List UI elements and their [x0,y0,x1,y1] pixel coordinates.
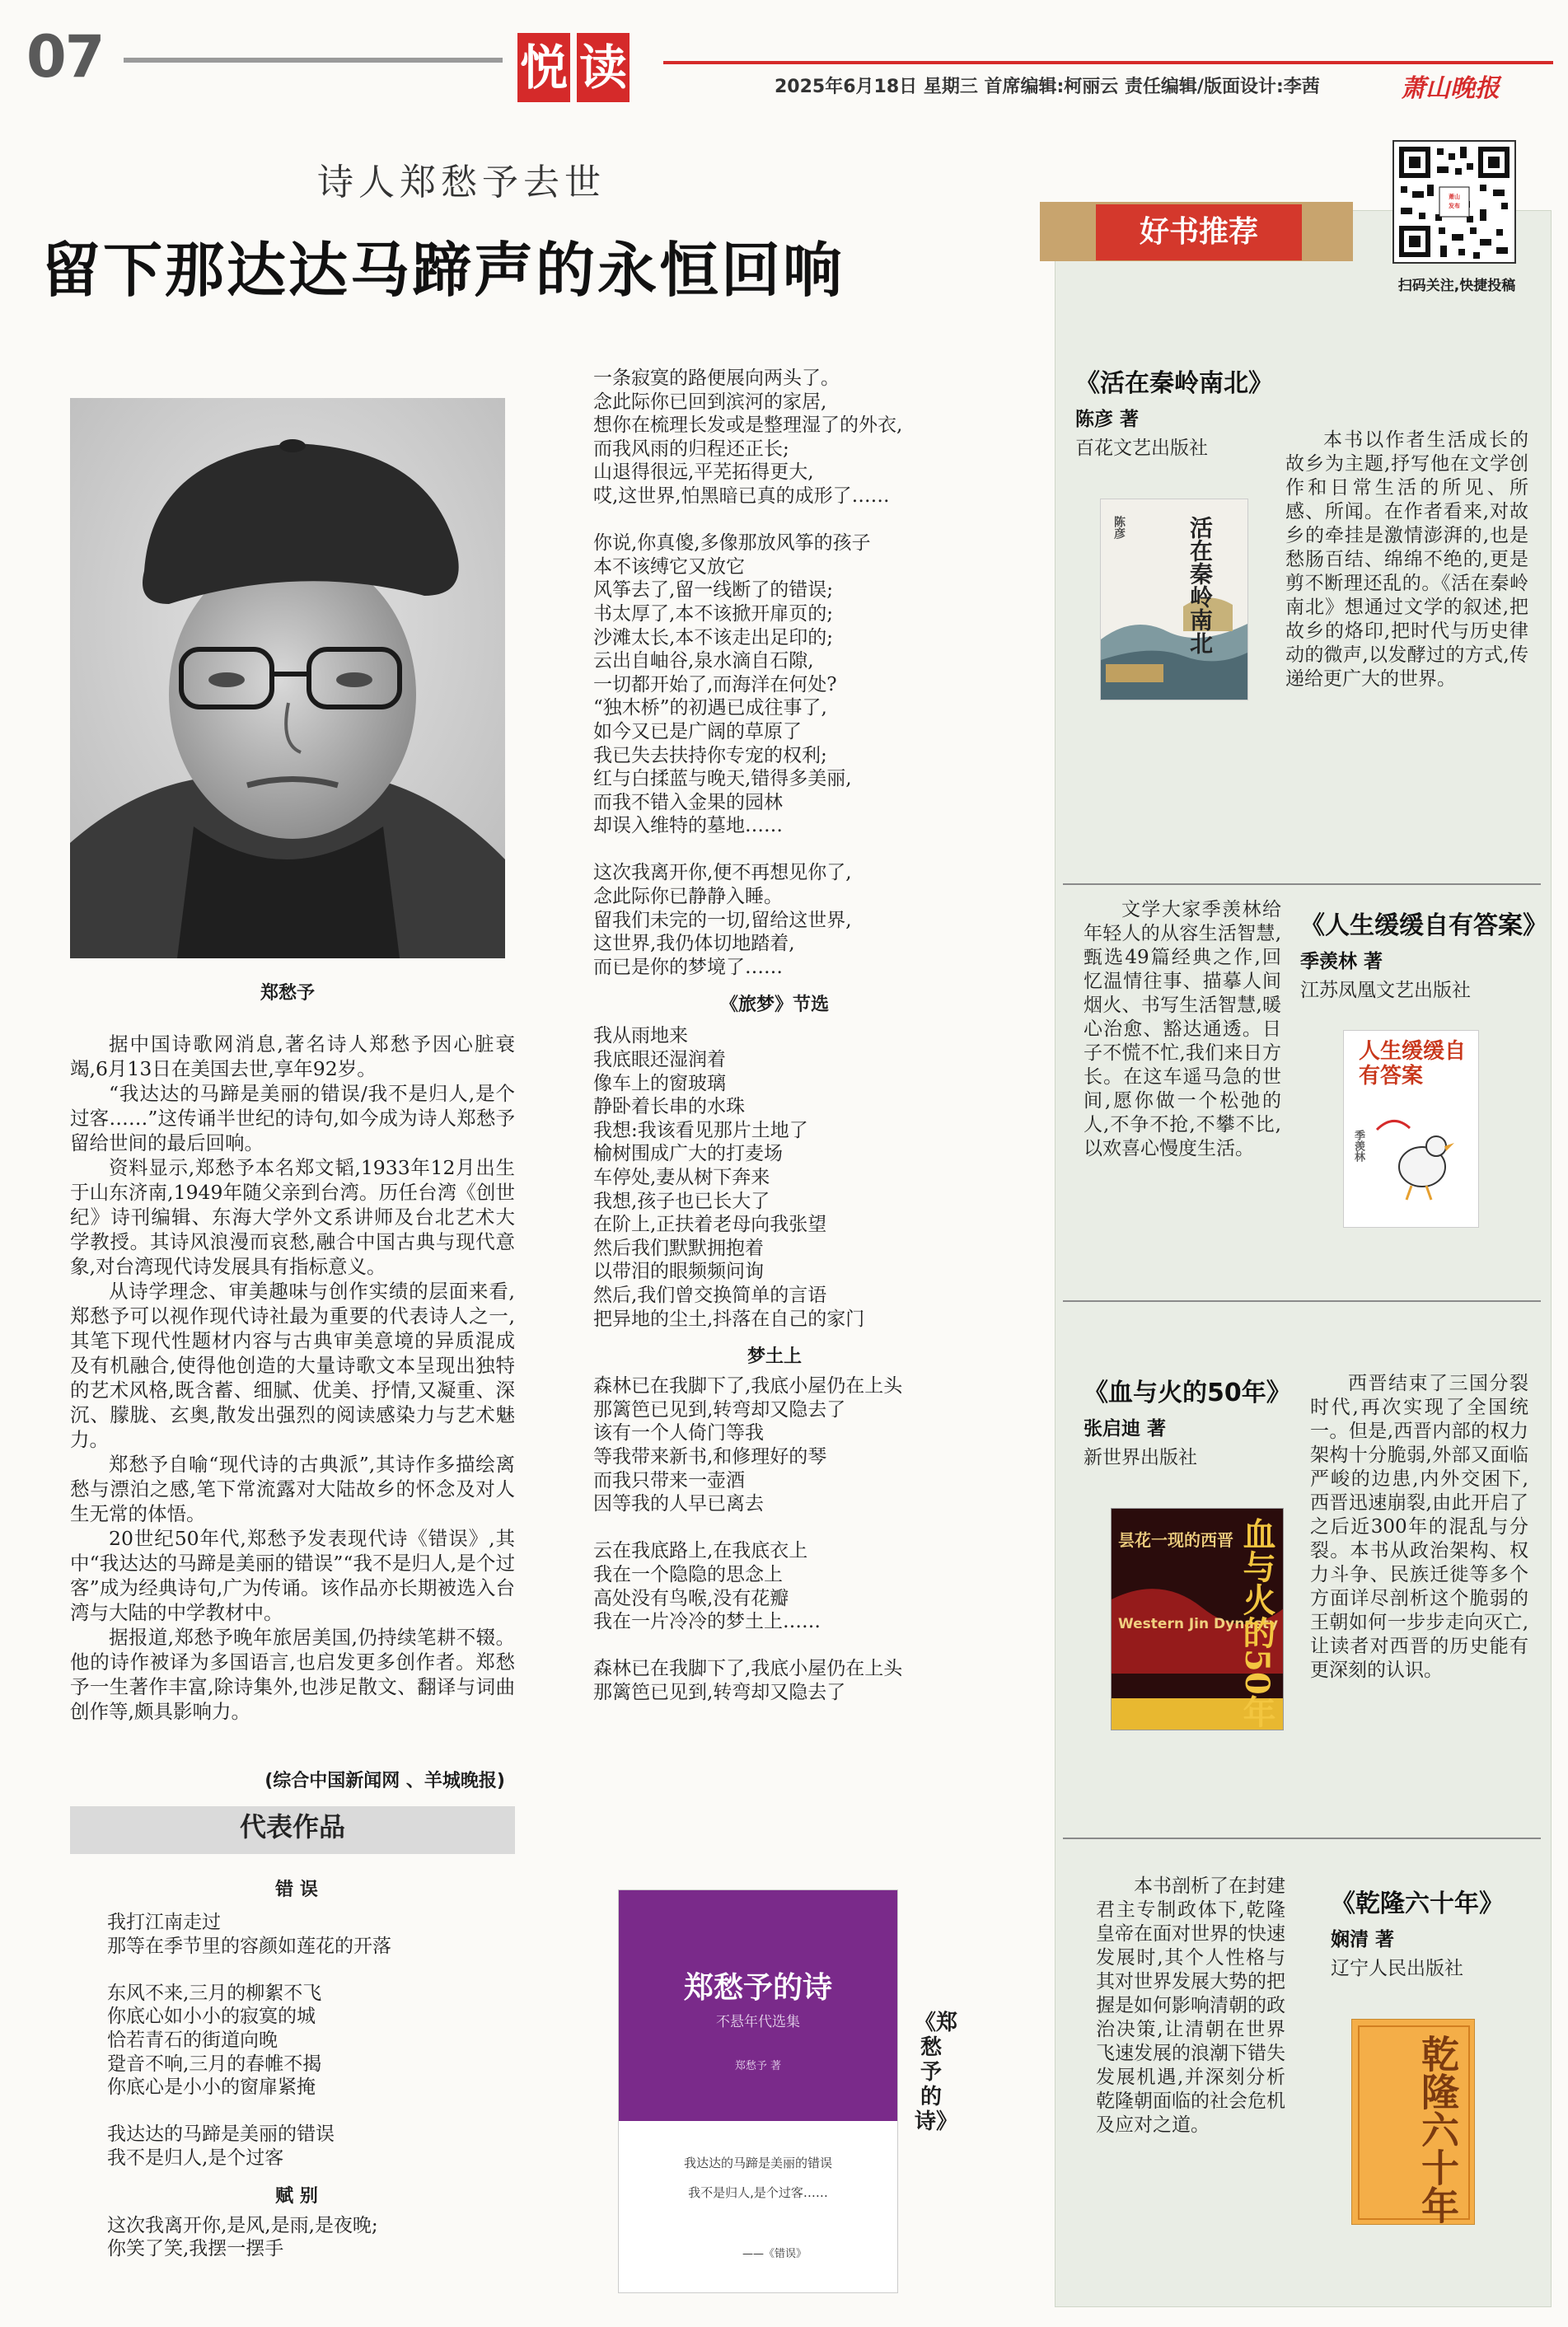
book-author: 陈彦 著 [1075,409,1140,430]
cover-author: 郑愁予 著 [734,2060,782,2072]
article-paragraph: 据报道,郑愁予晚年旅居美国,仍持续笔耕不辍。他的诗作被译为多国语言,也启发更多创作者。郑愁予一生著作丰富,除诗集外,也涉足散文、翻译与词曲创作等,颇具影响力。 [70,1626,515,1723]
article-paragraph: 据中国诗歌网消息,著名诗人郑愁予因心脏衰竭,6月13日在美国去世,享年92岁。 [70,1032,515,1080]
cover-caption-vertical: 《郑愁予的诗》 [915,2011,958,2134]
book-2-meta [1300,905,1547,1002]
article-body [70,1032,515,1724]
book-2-cover-title: 人生缓缓自有答案 [1359,1039,1467,1089]
works-section-title: 代表作品 [70,1806,515,1854]
page-number: 07 [26,23,104,91]
cover-quote: 我达达的马蹄是美丽的错误 [683,2156,832,2170]
book-author: 张启迪 著 [1084,1418,1167,1440]
book-1-cover [1100,499,1248,700]
cover-subtitle: 不悬年代选集 [716,2014,800,2030]
svg-text:发布: 发布 [1449,203,1460,209]
poem-text: 森林已在我脚下了,我底小屋仍在上头 那篱笆已见到,转弯却又隐去了 该有一个人倚门等我 等我带来新书,和修理好的琴 而我只带来一壶酒 因等我的人早已离去 云在我底路上,在我底衣上 我在一个隐隐的思念上 高处没有鸟喉,没有花瓣 我在一片冷冷的梦土上…… 森林已在我脚下了,我底小屋仍在上头 那篱笆已见到,转弯却又隐去了 [593,1375,903,1703]
panel-tab-title: 好书推荐 [1096,204,1302,260]
book-3-cover-sub: 昙花一现的西晋 [1118,1530,1233,1550]
qr-caption: 扫码关注,快捷投稿 [1397,278,1516,294]
book-publisher: 辽宁人民出版社 [1331,1958,1463,1979]
book-2-desc: 文学大家季羡林给年轻人的从容生活智慧,甄选49篇经典之作,回忆温情往事、描摹人间烟火、书写生活智慧,暖心治愈、豁达通透。日子不慌不忙,我们来日方长。在这车遥马急的世间,愿你做一个松弛的人,不争不抢,不攀不比,以欢喜心慢度生活。 [1084,899,1281,1159]
poem-title: 《旅梦》节选 [719,994,829,1016]
svg-text:萧山: 萧山 [1449,194,1460,200]
portrait-photo [70,398,505,958]
book-3-cover [1111,1508,1284,1730]
poem-text: 我打江南走过 那等在季节里的容颜如莲花的开落 东风不来,三月的柳絮不飞 你底心如小小的寂寞的城 恰若青石的街道向晚 跫音不响,三月的春帷不揭 你底心是小小的窗扉紧掩 我达达的马蹄是美丽的错误 我不是归人,是个过客 [107,1912,391,2169]
book-1-cover-title: 活在秦岭南北 [1187,516,1214,654]
header-rule-right [663,61,1553,64]
book-title: 《人生缓缓自有答案》 [1300,911,1547,940]
panel-divider [1063,1838,1541,1839]
book-1-desc: 本书以作者生活成长的故乡为主题,抒写他在文学创作和日常生活的所见、所感、所闻。在作者看来,对故乡的牵挂是激情澎湃的,也是愁肠百结、绵绵不绝的,更是剪不断理还乱的。《活在秦岭南北》想通过文学的叙述,把故乡的烙印,把时代与历史律动的微声,以发酵过的方式,传递给更广大的世界。 [1285,429,1528,690]
book-4-cover [1351,2019,1475,2225]
book-publisher: 百花文艺出版社 [1075,438,1208,459]
book-title: 《血与火的50年》 [1084,1379,1291,1407]
article-paragraph: 郑愁予自喻“现代诗的古典派”,其诗作多描绘离愁与漂泊之感,笔下常流露对大陆故乡的怀念及对人生无常的体悟。 [70,1453,515,1525]
book-1-meta [1075,363,1290,460]
book-4-desc: 本书剖析了在封建君主专制政体下,乾隆皇帝在面对世界的快速发展时,其个人性格与其对世界发展大势的把握是如何影响清朝的政治决策,让清朝在世界飞速发展的浪潮下错失发展机遇,并深刻分析乾隆朝面临的社会危机及应对之道。 [1096,1875,1285,2136]
header-info: 2025年6月18日 星期三 首席编辑:柯丽云 责任编辑/版面设计:李茜 [775,77,1320,97]
cover-quote-source: ——《错误》 [742,2248,807,2260]
book-title: 《乾隆六十年》 [1331,1889,1504,1918]
headline-subtitle: 诗人郑愁予去世 [317,162,606,204]
book-author: 季羡林 著 [1300,951,1383,972]
section-char-2: 读 [577,33,630,102]
book-author: 娴清 著 [1331,1929,1395,1950]
cover-quote: 我不是归人,是个过客…… [688,2185,828,2200]
book-4-meta [1331,1883,1545,1980]
poem-text: 这次我离开你,是风,是雨,是夜晚; 你笑了笑,我摆一摆手 [107,2214,378,2260]
poem-title: 梦土上 [747,1346,802,1368]
panel-divider [1063,1300,1541,1302]
book-1-cover-author: 陈彦 [1112,516,1126,539]
book-title: 《活在秦岭南北》 [1075,369,1273,398]
article-source: (综合中国新闻网 、羊城晚报) [264,1771,505,1791]
poem-title: 错 误 [275,1879,318,1900]
panel-divider [1063,883,1541,885]
poem-title: 赋 别 [275,2184,318,2207]
photo-caption: 郑愁予 [260,983,315,1004]
works-left-column [107,1875,486,2261]
article-paragraph: 从诗学理念、审美趣味与创作实绩的层面来看,郑愁予可以视作现代诗社最为重要的代表诗人之一,其笔下现代性题材内容与古典审美意境的异质混成及有机融合,使得他创造的大量诗歌文本呈现出独特的艺术风格,既含蓄、细腻、优美、抒情,又凝重、深沉、朦胧、玄奥,散发出强烈的阅读感染力与艺术魅力。 [70,1280,515,1451]
book-3-desc: 西晋结束了三国分裂时代,再次实现了全国统一。但是,西晋内部的权力架构十分脆弱,外部又面临严峻的边患,内外交困下,西晋迅速崩裂,由此开启了之后近300年的混乱与分裂。本书从政治架构、权力斗争、民族迁徙等多个方面详尽剖析这个脆弱的王朝如何一步步走向灭亡,让读者对西晋的历史能有更深刻的认识。 [1310,1373,1528,1681]
works-middle-column [593,367,956,1704]
poem-text: 我从雨地来 我底眼还湿润着 像车上的窗玻璃 静卧着长串的水珠 我想:我该看见那片土地了 榆树围成广大的打麦场 车停处,妻从树下奔来 我想,孩子也已长大了 在阶上,正扶着老母向我张望 然后我们默默拥抱着 以带泪的眼频频问询 然后,我们曾交换简单的言语 把异地的尘土,抖落在自己的家门 [593,1025,865,1330]
qr-pattern [1394,142,1514,262]
section-char-1: 悦 [517,33,570,102]
book-4-cover-title: 乾隆六十年 [1416,2034,1460,2224]
book-3-cover-en: Western Jin Dynasty [1118,1616,1279,1632]
book-2-cover-author: 季羡林 [1352,1130,1364,1162]
headline-title: 留下那达达马蹄声的永恒回响 [41,235,845,305]
book-3-meta [1084,1372,1306,1469]
header-rule-left [124,58,503,63]
article-paragraph: 资料显示,郑愁予本名郑文韬,1933年12月出生于山东济南,1949年随父亲到台湾。历任台湾《创世纪》诗刊编辑、东海大学外文系讲师及台北艺术大学教授。其诗风浪漫而哀愁,融合中国古典与现代意象,对台湾现代诗发展具有指标意义。 [70,1156,515,1278]
book-publisher: 新世界出版社 [1084,1447,1197,1468]
qr-code-icon[interactable] [1392,140,1516,264]
cover-title: 郑愁予的诗 [683,1970,832,2005]
poem-text: 一条寂寞的路便展向两头了。 念此际你已回到滨河的家居, 想你在梳理长发或是整理湿了的外衣, 而我风雨的归程还正长; 山退得很远,平芜拓得更大, 哎,这世界,怕黑暗已真的成形了…… 你说,你真傻,多像那放风筝的孩子 本不该缚它又放它 风筝去了,留一线断了的错误; 书太厚了,本不该掀开扉页的; 沙滩太长,本不该走出足印的; 云出自岫谷,泉水滴自石隙, 一切都开始了,而海洋在何处? “独木桥”的初遇已成往事了, 如今又已是广阔的草原了 我已失去扶持你专宠的权利; 红与白揉蓝与晚天,错得多美丽, 而我不错入金果的园林 却误入维特的墓地…… 这次我离开你,便不再想见你了, 念此际你已静静入睡。 留我们未完的一切,留给这世界, 这世界,我仍体切地踏着, 而已是你的梦境了…… [593,368,903,978]
book-2-cover [1343,1030,1479,1228]
masthead-logo: 萧山晚报 [1401,74,1500,103]
article-paragraph: 20世纪50年代,郑愁予发表现代诗《错误》,其中“我达达的马蹄是美丽的错误”“我不是归人,是个过客”成为经典诗句,广为传诵。该作品亦长期被选入台湾与大陆的中学教材中。 [70,1527,515,1624]
book-publisher: 江苏凤凰文艺出版社 [1300,980,1471,1001]
poetry-book-cover [618,1889,898,2293]
book-3-cover-title: 血与火的50年 [1238,1517,1276,1728]
portrait-illustration [70,398,505,958]
article-paragraph: “我达达的马蹄是美丽的错误/我不是归人,是个过客……”这传诵半世纪的诗句,如今成为诗人郑愁予留给世间的最后回响。 [70,1082,515,1154]
